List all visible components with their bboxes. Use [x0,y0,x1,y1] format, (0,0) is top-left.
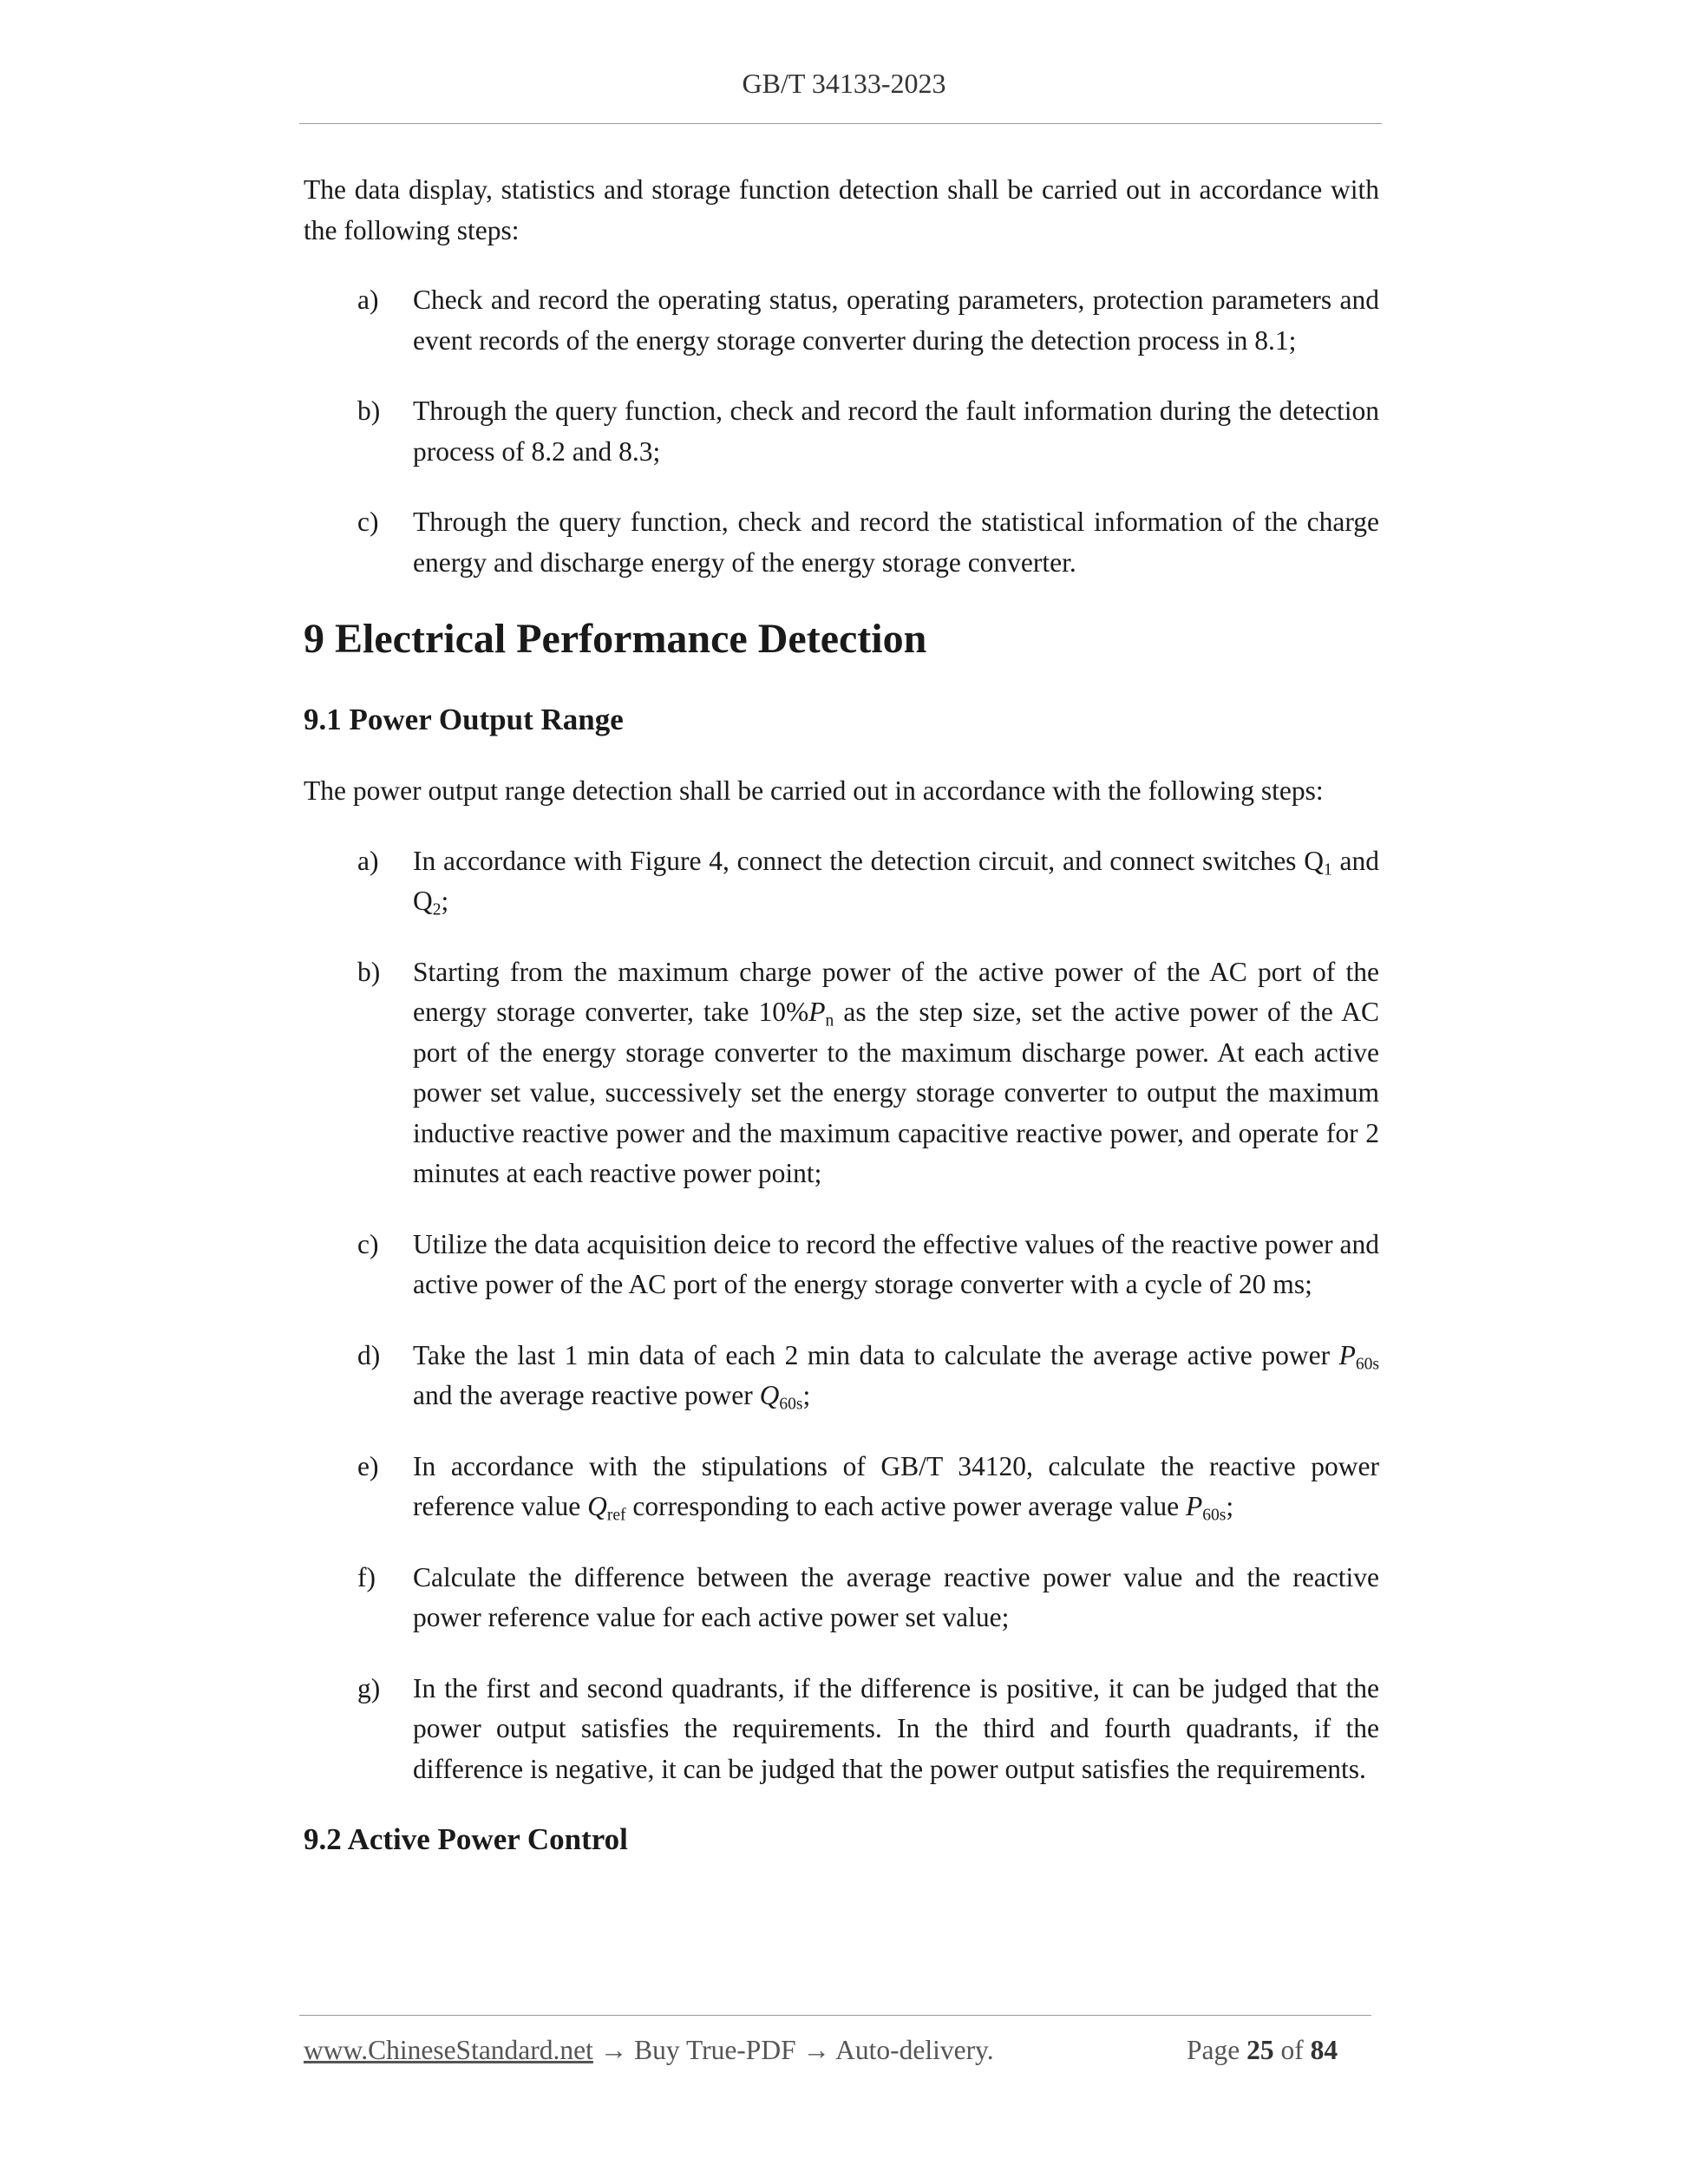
list-marker: f) [357,1561,376,1592]
list-marker: a) [357,845,379,876]
list-marker: c) [357,1228,379,1259]
page-current: 25 [1246,2035,1274,2065]
intro-steps-list [304,280,1379,583]
power-output-steps-list [304,841,1379,1790]
subsection-heading-9-2: 9.2 Active Power Control [304,1822,628,1856]
list-item [304,391,1379,472]
buy-text: Buy True-PDF [634,2035,796,2065]
arrow-icon: → [795,2035,836,2065]
delivery-text: Auto-delivery. [835,2035,994,2065]
page-body [304,170,1379,1860]
list-item [304,280,1379,361]
list-item-text: In accordance with Figure 4, connect the detection circuit, and connect switches $Q_1$ and $Q_2$; [413,845,1379,919]
list-marker: c) [357,507,379,537]
page-total: 84 [1310,2035,1338,2065]
arrow-icon: → [592,2035,635,2065]
list-item-text: Through the query function, check and record the fault information during the detection process of 8.2 and 8.3; [413,396,1379,467]
footer-divider [299,2015,1371,2016]
header-divider [299,123,1382,124]
list-item [304,952,1379,1194]
list-item [304,841,1379,922]
list-item-text: Calculate the difference between the average reactive power value and the reactive power reference value for each active power set value; [413,1561,1379,1632]
list-marker: d) [357,1339,381,1370]
list-marker: b) [357,396,381,426]
list-item [304,1447,1379,1527]
list-item-text: In the first and second quadrants, if the difference is positive, it can be judged that the power output satisfies the requirements. In the third and fourth quadrants, if the difference is negative, it can be judged that the power output satisfies the requirements. [413,1672,1379,1784]
list-marker: b) [357,956,381,987]
section-9-1-intro: The power output range detection shall be carried out in accordance with the following steps: [304,775,1324,806]
list-item-text: Take the last 1 min data of each 2 min data to calculate the average active power $P_{60s}$ and the average reactive power $Q_{60s}$; [413,1339,1379,1414]
list-item-text: Check and record the operating status, operating parameters, protection parameters and event records of the energy storage converter during the detection process in 8.1; [413,284,1379,356]
list-item [304,1558,1379,1638]
list-item-text: Starting from the maximum charge power of the active power of the AC port of the energy storage converter, take $10\%P_n$ as the step size, set the active power of the AC port of the energy storage converter to the maximum discharge power. At each active power set value, successively set the energy storage converter to output the maximum inductive reactive power and the maximum capacitive reactive power, and operate for 2 minutes at each reactive power point; [413,956,1379,1188]
list-item-text: In accordance with the stipulations of GB/T 34120, calculate the reactive power reference value $Q_{ref}$ corresponding to each active power average value $P_{60s}$; [413,1450,1379,1525]
list-item [304,1669,1379,1790]
list-item [304,1225,1379,1305]
list-marker: e) [357,1450,379,1481]
page-header-title: GB/T 34133-2023 [742,68,946,99]
website-link[interactable]: www.ChineseStandard.net [304,2035,593,2065]
list-item [304,1336,1379,1416]
list-item-text: Through the query function, check and record the statistical information of the charge energy and discharge energy of the energy storage converter. [413,507,1379,578]
footer-promo [304,2035,994,2066]
list-item [304,502,1379,583]
list-item-text: Utilize the data acquisition deice to record the effective values of the reactive power and active power of the AC port of the energy storage converter with a cycle of 20 ms; [413,1228,1379,1299]
list-marker: a) [357,284,379,315]
list-marker: g) [357,1672,381,1703]
page-label: Page [1187,2035,1240,2065]
page-number [1187,2035,1338,2066]
subsection-heading-9-1: 9.1 Power Output Range [304,703,624,736]
intro-paragraph: The data display, statistics and storage function detection shall be carried out in accordance with the following steps: [304,174,1379,245]
of-label: of [1280,2035,1304,2065]
section-heading-9: 9 Electrical Performance Detection [304,616,927,662]
